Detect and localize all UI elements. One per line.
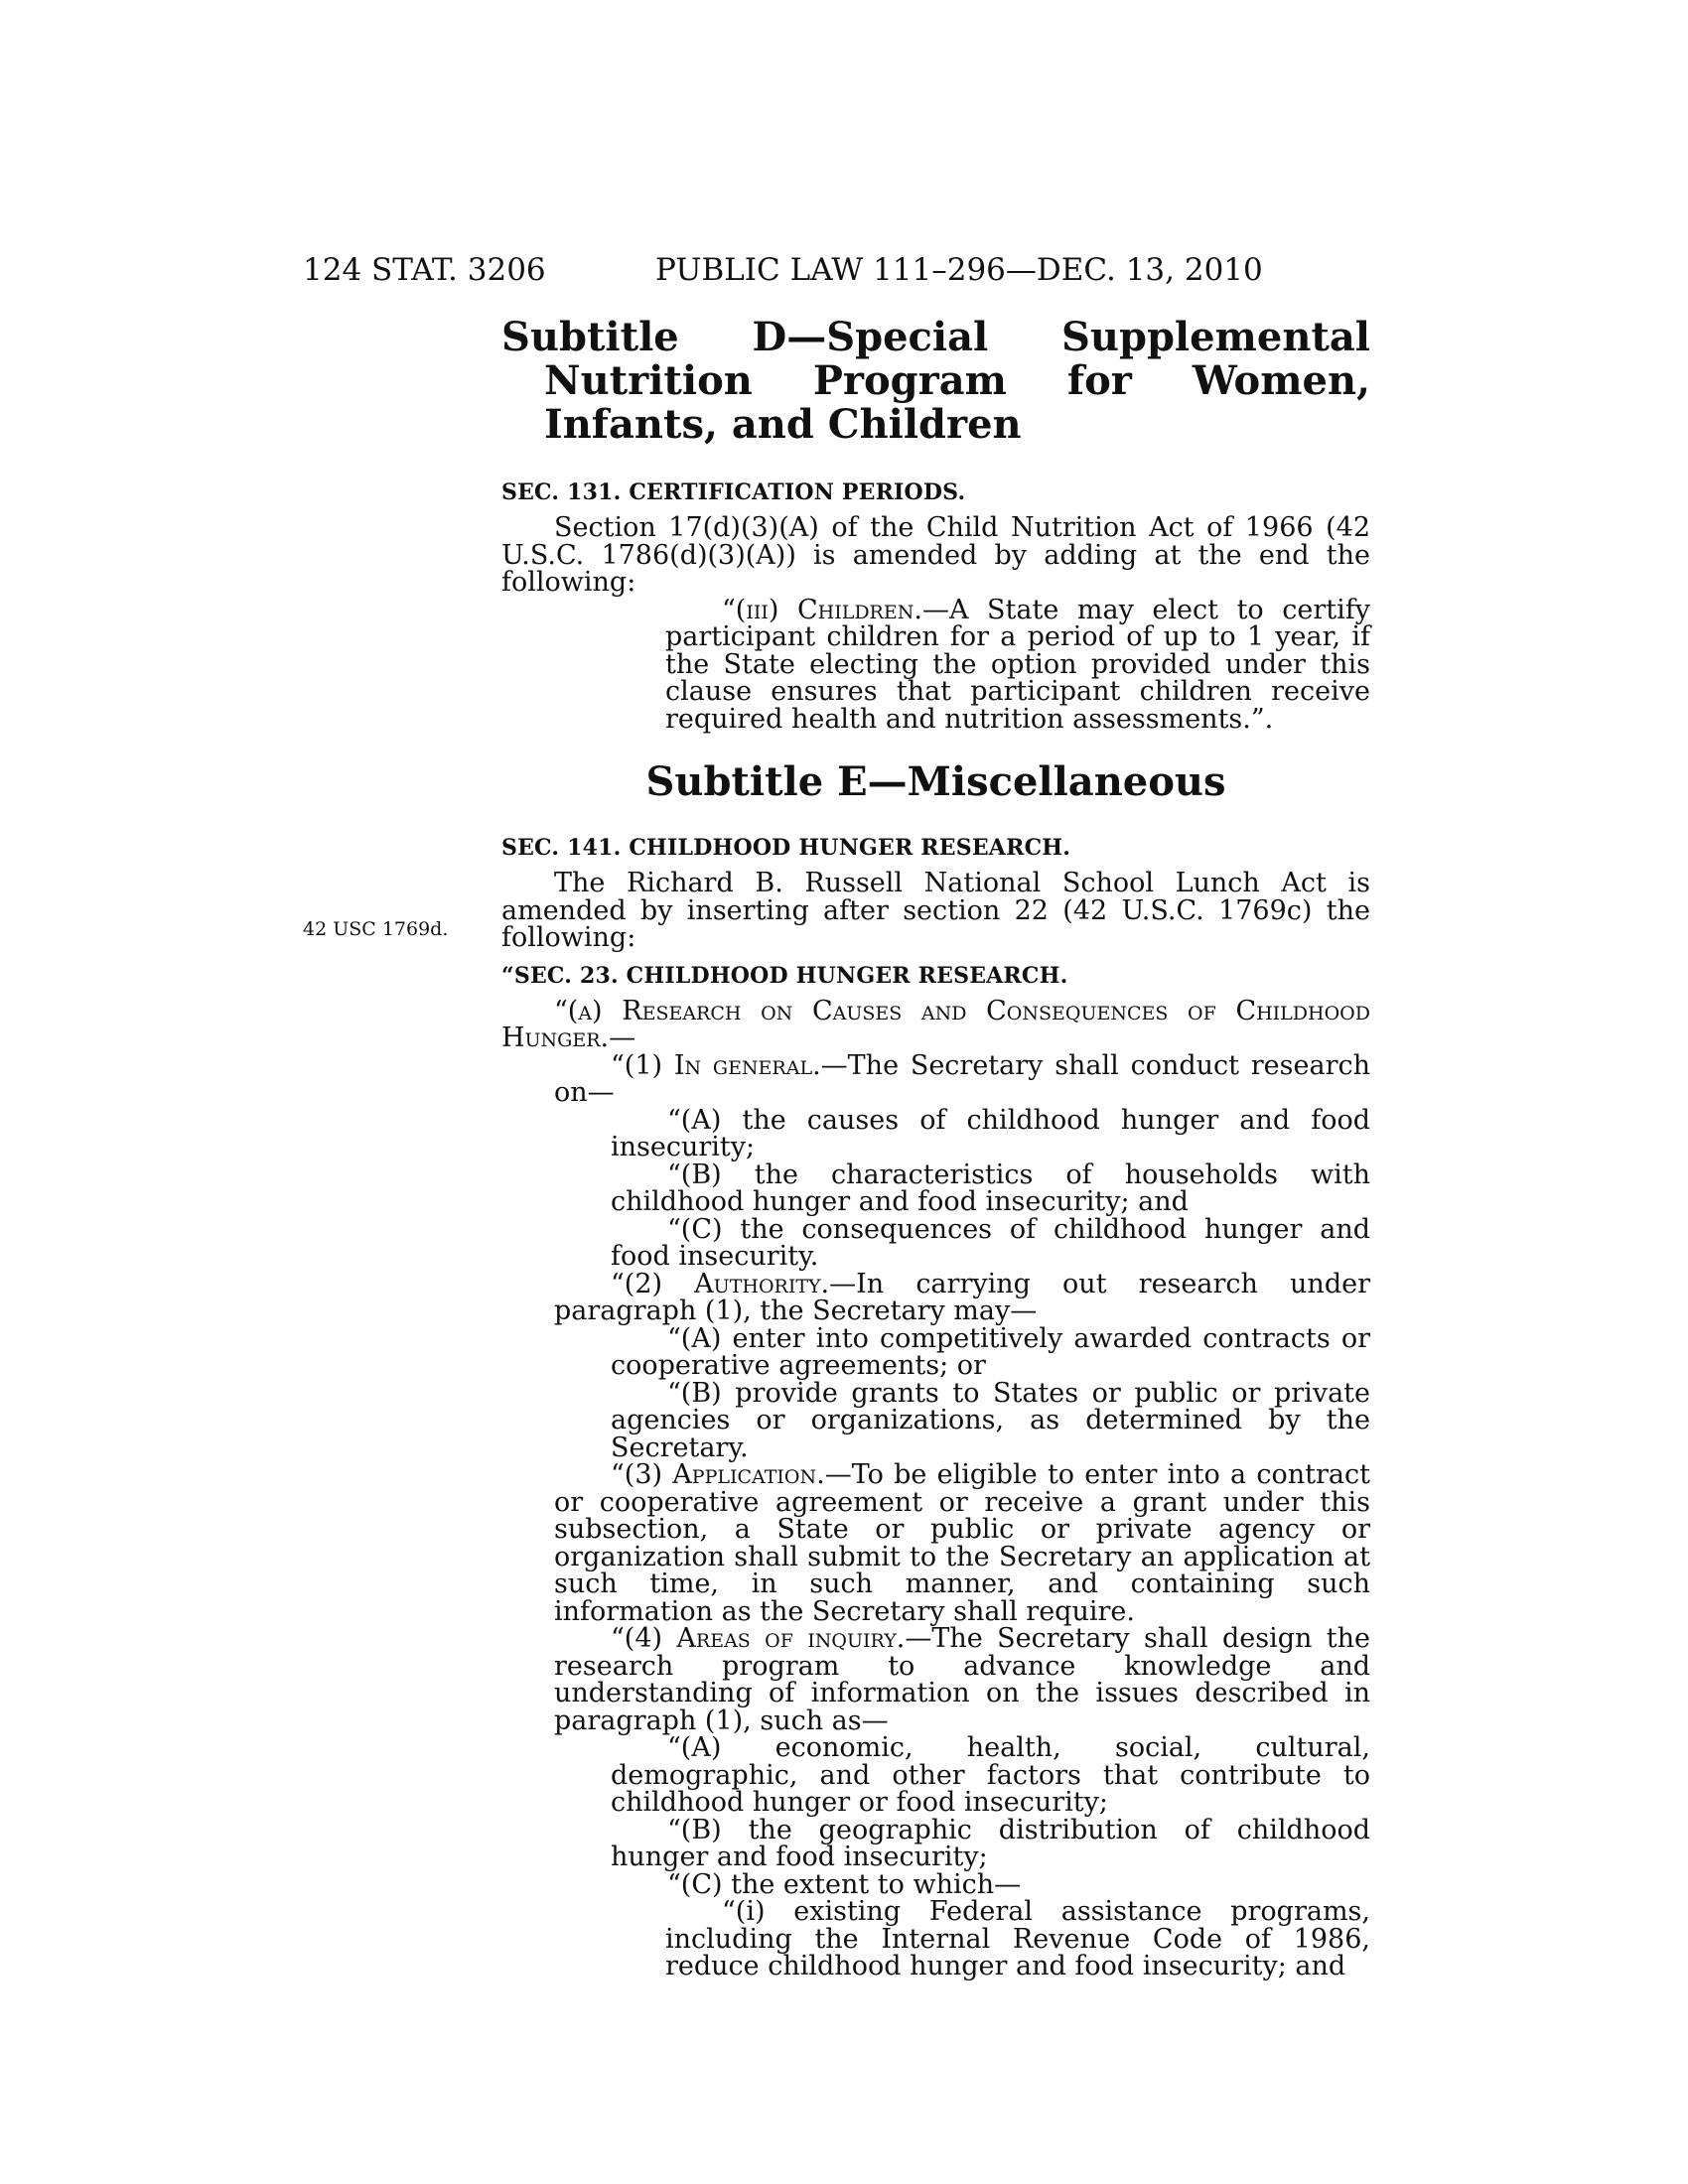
paragraph-1-A: “(A) the causes of childhood hunger and food insecurity; — [611, 1104, 1370, 1162]
sec-131-intro: Section 17(d)(3)(A) of the Child Nutrition Act of 1966 (42 U.S.C. 1786(d)(3)(A)) is amended by adding at the end the following: — [501, 512, 1370, 598]
public-law-citation: PUBLIC LAW 111–296—DEC. 13, 2010 — [655, 252, 1263, 288]
subtitle-e-heading: Subtitle E—Miscellaneous — [645, 758, 1226, 805]
paragraph-4-label: “(4) Areas of inquiry. — [611, 1623, 906, 1654]
statute-page-number: 124 STAT. 3206 — [303, 252, 546, 288]
paragraph-1-label: “(1) In general. — [611, 1049, 821, 1081]
paragraph-4-C: “(C) the extent to which— — [667, 1868, 1022, 1900]
paragraph-4-text: —The Secretary shall design the research program to advance knowledge and understanding of information on the issues described in paragraph (1), such as— — [554, 1623, 1370, 1736]
sec-141-heading: SEC. 141. CHILDHOOD HUNGER RESEARCH. — [501, 835, 1071, 861]
page-header — [303, 248, 1370, 292]
paragraph-4-C-i: “(i) existing Federal assistance programs, including the Internal Revenue Code of 1986, reduce childhood hunger and food insecurity; and — [665, 1896, 1370, 1981]
sec-141-intro: The Richard B. Russell National School Lunch Act is amended by inserting after section 22 (42 U.S.C. 1769c) the following: — [501, 868, 1370, 953]
sec-131-heading: SEC. 131. CERTIFICATION PERIODS. — [501, 479, 966, 505]
paragraph-2-label: “(2) Authority. — [611, 1268, 830, 1299]
sec-131-quoted-clause — [665, 594, 1371, 735]
paragraph-1-text: —The Secretary shall conduct research on— — [554, 1049, 1370, 1108]
paragraph-1 — [554, 1049, 1370, 1108]
subsection-a-label: “(a) Research on Causes and Consequences of Childhood Hunger. — [501, 995, 1370, 1053]
paragraph-2-A: “(A) enter into competitively awarded contracts or cooperative agreements; or — [611, 1322, 1370, 1381]
paragraph-1-C: “(C) the consequences of childhood hunger and food insecurity. — [611, 1213, 1370, 1272]
paragraph-2-B: “(B) provide grants to States or public or private agencies or organizations, as determined by the Secretary. — [611, 1377, 1370, 1463]
margin-note-usc: 42 USC 1769d. — [303, 918, 449, 940]
paragraph-1-B: “(B) the characteristics of households with childhood hunger and food insecurity; and — [611, 1159, 1370, 1217]
document-body — [501, 316, 1370, 1980]
subsection-a-dash: — — [609, 1023, 636, 1053]
paragraph-4 — [554, 1625, 1370, 1734]
subtitle-d-heading: Subtitle D—Special Supplemental Nutrition Program for Women, Infants, and Children — [501, 314, 1370, 448]
subsection-a — [501, 995, 1370, 1053]
paragraph-2-text: —In carrying out research under paragraph (1), the Secretary may— — [554, 1268, 1370, 1326]
paragraph-3 — [554, 1461, 1370, 1625]
clause-iii-text: —A State may elect to certify participant children for a period of up to 1 year, if the State electing the option provided under this clause ensures that participant children receive required health and nutrition assessments.”. — [665, 594, 1371, 735]
paragraph-4-B: “(B) the geographic distribution of childhood hunger and food insecurity; — [611, 1814, 1370, 1872]
paragraph-2 — [554, 1268, 1370, 1326]
paragraph-4-A: “(A) economic, health, social, cultural, demographic, and other factors that contribute to childhood hunger or food insecurity; — [611, 1732, 1370, 1818]
paragraph-3-text: —To be eligible to enter into a contract or cooperative agreement or receive a grant under this subsection, a State or public or private agency or organization shall submit to the Secretary an application at such time, in such manner, and containing such information as the Secretary shall require. — [554, 1459, 1370, 1627]
clause-iii-label: “(iii) Children. — [722, 594, 922, 625]
paragraph-3-label: “(3) Application. — [611, 1459, 825, 1490]
sec-23-heading: “SEC. 23. CHILDHOOD HUNGER RESEARCH. — [501, 962, 1068, 989]
